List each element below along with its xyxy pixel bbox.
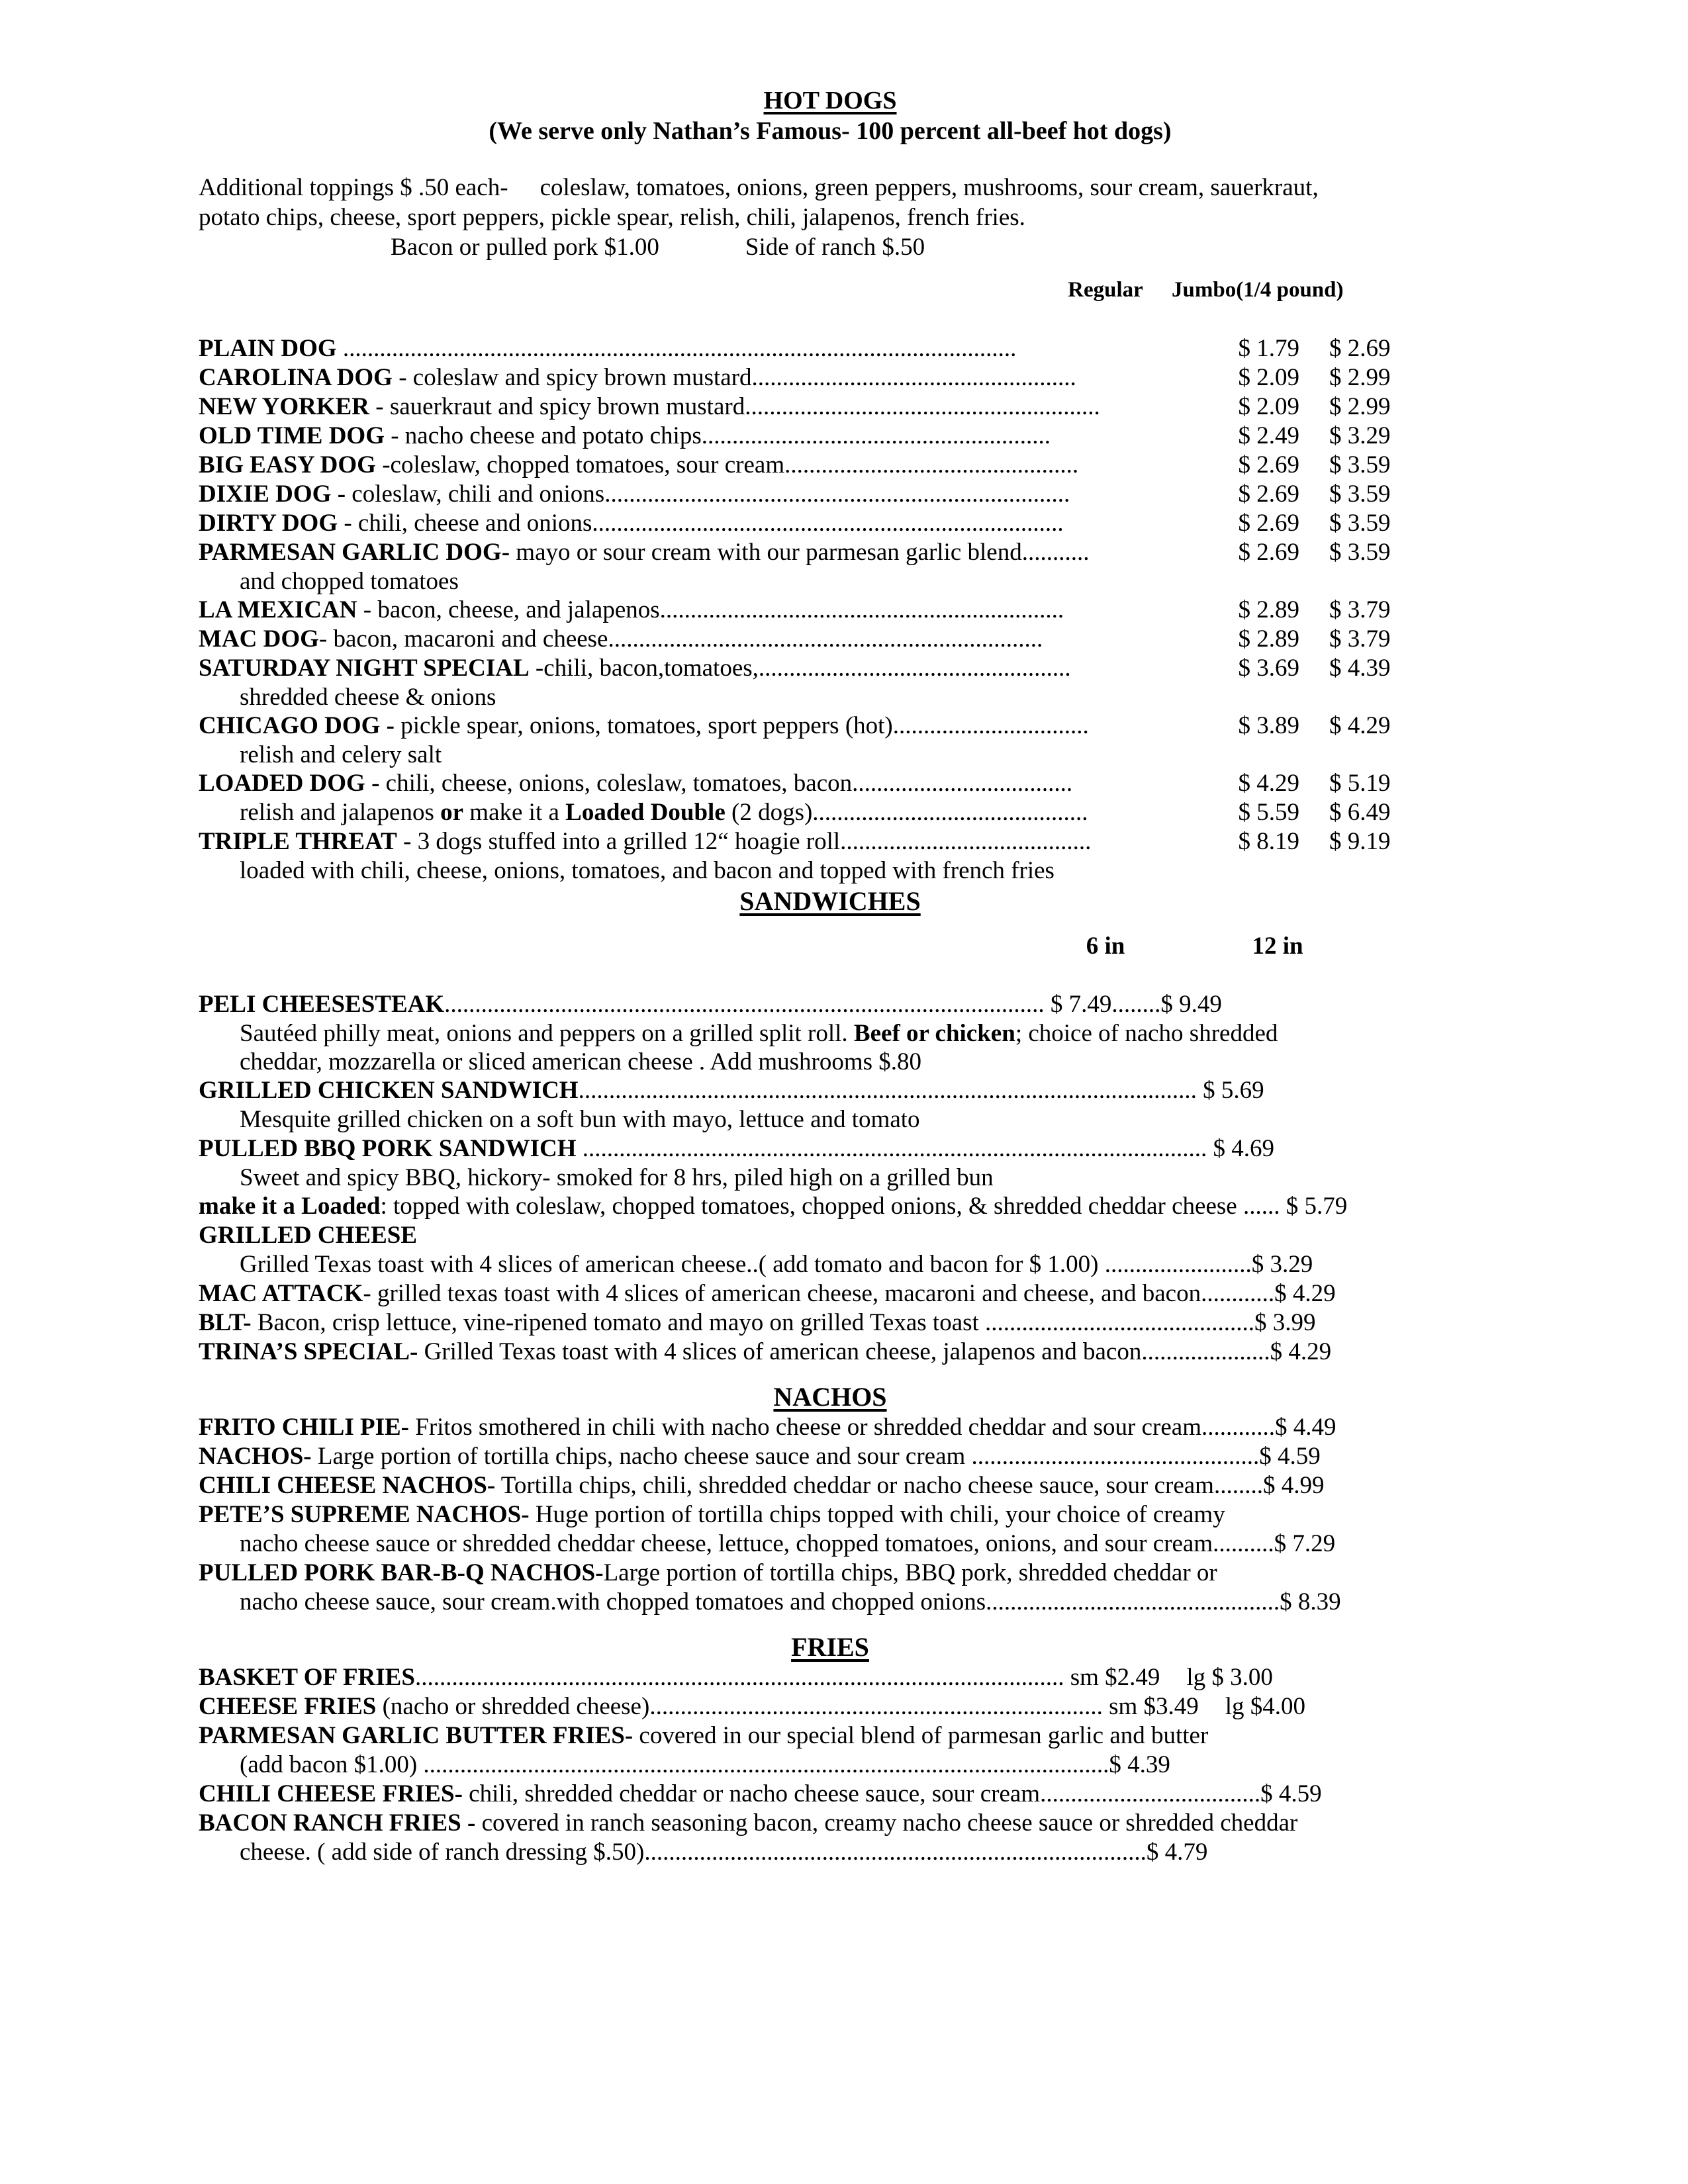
price-small: sm $3.49 [1102, 1692, 1199, 1720]
menu-item-description: - bacon, cheese, and jalapenos [357, 596, 660, 623]
menu-item-description: mayo or sour cream with our parmesan garlic blend [510, 538, 1022, 566]
menu-item-name: FRITO CHILI PIE- [199, 1413, 409, 1441]
price-jumbo: $ 4.39 [1329, 654, 1391, 682]
menu-item-name: PETE’S SUPREME NACHOS- [199, 1500, 530, 1528]
menu-item-text [199, 1221, 1462, 1250]
toppings-line-1 [199, 173, 1462, 203]
menu-item-row [199, 1809, 1462, 1838]
loaded-double-row [199, 798, 1462, 827]
price-regular: $ 2.89 [1238, 625, 1299, 653]
menu-item-text [199, 1721, 1462, 1750]
price-12in: $ 9.49 [1160, 990, 1222, 1018]
menu-item-text [240, 1250, 1462, 1279]
price: $ 4.49 [1274, 1413, 1336, 1441]
menu-item-description: Large portion of tortilla chips, BBQ pork, shredded cheddar or [603, 1559, 1217, 1586]
section-heading-fries-text: FRIES [791, 1631, 869, 1662]
menu-item-row [199, 1780, 1462, 1809]
menu-item-text [199, 1809, 1462, 1837]
leader-dots: ........................ [1098, 1250, 1252, 1278]
price-jumbo: $ 3.79 [1329, 625, 1391, 653]
menu-item-name: DIXIE DOG - [199, 480, 346, 508]
spacer [199, 263, 1462, 277]
menu-item-name: CHEESE FRIES [199, 1692, 377, 1720]
menu-item-row [199, 1663, 1462, 1692]
menu-item-description: - grilled texas toast with 4 slices of american cheese, macaroni and cheese, and bacon [363, 1279, 1201, 1307]
leader-dots: ................................................ [986, 1588, 1280, 1615]
menu-body [199, 86, 1462, 1867]
menu-item-row [199, 1413, 1462, 1442]
spacer [199, 308, 1462, 334]
leader-dots: .................................... [1040, 1780, 1261, 1807]
price-jumbo: $ 3.59 [1329, 538, 1391, 566]
leader-dots: .................................................................. [659, 596, 1064, 623]
price-regular: $ 2.69 [1238, 480, 1299, 508]
menu-item-row [199, 827, 1462, 856]
menu-item-text [199, 1338, 1462, 1366]
menu-item-name: SATURDAY NIGHT SPECIAL [199, 654, 530, 682]
leader-dots: ............................................................................. [592, 509, 1064, 537]
menu-item-text [199, 422, 1210, 450]
price: $ 4.39 [1109, 1751, 1170, 1778]
price-regular: $ 2.69 [1238, 509, 1299, 537]
menu-item-description: - nacho cheese and potato chips [384, 422, 702, 449]
price-jumbo: $ 2.99 [1329, 363, 1391, 391]
menu-item-continuation: and chopped tomatoes [240, 567, 459, 595]
make-it-loaded-label: make it a Loaded [199, 1192, 381, 1220]
menu-item-row [199, 625, 1462, 654]
price-large: lg $ 3.00 [1186, 1663, 1273, 1691]
fries-item-list [199, 1663, 1462, 1867]
menu-item-text [199, 480, 1210, 508]
leader-dots: ............................................................................ [604, 480, 1070, 508]
leader-dots: ..................................................... [751, 363, 1076, 391]
menu-item-name: LA MEXICAN [199, 596, 357, 623]
menu-item-text [199, 1692, 1462, 1721]
price-jumbo: $ 2.69 [1329, 334, 1391, 362]
menu-item-name: GRILLED CHEESE [199, 1221, 418, 1249]
price-regular: $ 8.19 [1238, 828, 1299, 856]
menu-item-text [199, 1192, 1462, 1220]
menu-item-description: covered in our special blend of parmesan garlic and butter [633, 1721, 1209, 1749]
menu-item-name: PELI CHEESESTEAK [199, 990, 445, 1018]
menu-item-name: TRIPLE THREAT [199, 828, 397, 856]
sandwich-item-list [199, 990, 1462, 1367]
menu-item-description: chili, shredded cheddar or nacho cheese sauce, sour cream [462, 1780, 1041, 1807]
leader-dots: ......................................... [840, 828, 1092, 856]
menu-item-text [199, 827, 1210, 856]
leader-dots: ........ [1111, 990, 1161, 1018]
menu-item-name: OLD TIME DOG [199, 422, 385, 449]
menu-item-continuation [199, 1588, 1462, 1617]
menu-item-text [199, 1559, 1462, 1587]
leader-dots: .................................................................................. [644, 1838, 1147, 1866]
leader-dots: ................................................ [784, 451, 1079, 478]
leader-dots: ............ [1201, 1279, 1275, 1307]
price: $ 4.99 [1262, 1471, 1325, 1499]
menu-item-name: PLAIN DOG [199, 334, 337, 362]
menu-item-text [199, 1500, 1462, 1529]
menu-item-description: Grilled Texas toast with 4 slices of american cheese..( add tomato and bacon for $ 1.00) [240, 1250, 1099, 1278]
menu-item-description: (nacho or shredded cheese) [376, 1692, 650, 1720]
price: $ 8.39 [1280, 1588, 1341, 1615]
price-regular: $ 2.89 [1238, 596, 1299, 623]
menu-item-row [199, 451, 1462, 480]
menu-item-text [240, 1838, 1462, 1866]
price: $ 3.29 [1251, 1250, 1313, 1278]
leader-dots: ........ [1213, 1471, 1263, 1499]
price-jumbo: $ 4.29 [1329, 712, 1391, 740]
menu-item-description: - bacon, macaroni and cheese [318, 625, 608, 653]
menu-item-name: CHICAGO DOG - [199, 712, 395, 740]
menu-item-text [199, 509, 1210, 537]
menu-item-row [199, 1076, 1462, 1105]
menu-item-text [199, 1413, 1462, 1441]
menu-item-name: MAC ATTACK [199, 1279, 363, 1307]
menu-item-text [199, 1279, 1462, 1308]
toppings-list-1: coleslaw, tomatoes, onions, green peppers, mushrooms, sour cream, sauerkraut, [539, 174, 1319, 202]
menu-item-description-continued: cheese. ( add side of ranch dressing $.50) [240, 1838, 645, 1866]
menu-item-text [199, 990, 1462, 1019]
menu-item-row [199, 1442, 1462, 1471]
menu-item-row [199, 1721, 1462, 1751]
menu-item-row [199, 422, 1462, 451]
menu-item-description-continued: nacho cheese sauce or shredded cheddar cheese, lettuce, chopped tomatoes, onions, and sour cream [240, 1529, 1213, 1557]
spacer [199, 146, 1462, 173]
leader-dots: .......... [1213, 1529, 1274, 1557]
menu-item-text [199, 1134, 1462, 1163]
menu-item-continuation: cheddar, mozzarella or sliced american cheese . Add mushrooms $.80 [240, 1048, 922, 1075]
menu-item-continuation: Mesquite grilled chicken on a soft bun with mayo, lettuce and tomato [240, 1106, 920, 1134]
price-jumbo: $ 3.59 [1329, 480, 1391, 508]
toppings-note [199, 173, 1462, 262]
menu-item-description: chili, cheese, onions, coleslaw, tomatoes, bacon [379, 770, 853, 797]
menu-item-text [199, 451, 1210, 479]
make-it-loaded-description: : topped with coleslaw, chopped tomatoes, chopped onions, & shredded cheddar cheese ...... [380, 1192, 1280, 1220]
menu-item-name: PULLED PORK BAR-B-Q NACHOS- [199, 1559, 604, 1586]
menu-item-continuation [199, 1529, 1462, 1559]
leader-dots: ...................................................................................................... [576, 1134, 1207, 1162]
menu-item-text [199, 1780, 1462, 1808]
menu-item-text [199, 1442, 1462, 1471]
menu-item-row [199, 769, 1462, 798]
menu-item-name: CHILI CHEESE FRIES- [199, 1780, 463, 1807]
menu-item-description: Tortilla chips, chili, shredded cheddar or nacho cheese sauce, sour cream [495, 1471, 1214, 1499]
menu-item-name: NEW YORKER [199, 392, 370, 420]
menu-item-text [199, 334, 1210, 363]
menu-item-text [199, 711, 1210, 740]
menu-item-description: Fritos smothered in chili with nacho cheese or shredded cheddar and sour cream [409, 1413, 1201, 1441]
menu-item-text [199, 769, 1210, 797]
price-jumbo: $ 3.59 [1329, 451, 1391, 478]
leader-dots: ......................................................... [701, 422, 1051, 449]
sandwich-column-headers [199, 932, 1462, 964]
column-header-12in: 12 in [1252, 932, 1303, 960]
hotdog-column-headers [199, 277, 1462, 308]
price-jumbo: $ 3.59 [1329, 509, 1391, 537]
menu-item-description: Large portion of tortilla chips, nacho cheese sauce and sour cream [311, 1442, 972, 1470]
price: $ 5.79 [1280, 1192, 1348, 1220]
menu-item-row [199, 363, 1462, 392]
bacon-pork-price: Bacon or pulled pork $1.00 [391, 234, 659, 261]
leader-dots: .......................................................................... [649, 1692, 1103, 1720]
leader-dots: ................................................................................................................ [423, 1751, 1109, 1778]
menu-item-continuation: shredded cheese & onions [240, 683, 496, 711]
menu-item-name: PULLED BBQ PORK SANDWICH [199, 1134, 577, 1162]
menu-item-description-continued: nacho cheese sauce, sour cream.with chopped tomatoes and chopped onions [240, 1588, 986, 1615]
price-large: lg $4.00 [1225, 1692, 1306, 1720]
menu-item-description-continued: (add bacon $1.00) [240, 1751, 424, 1778]
leader-dots: .......................................................... [745, 392, 1100, 420]
hotdog-item-list [199, 334, 1462, 886]
leader-dots: .............................................................................................................. [336, 334, 1017, 362]
section-heading-nachos-text: NACHOS [773, 1381, 887, 1412]
price-small: sm $2.49 [1064, 1663, 1160, 1691]
price-jumbo: $ 3.79 [1329, 596, 1391, 623]
spacer [199, 1617, 1462, 1631]
menu-item-text [199, 392, 1210, 421]
page-title-text: HOT DOGS [763, 87, 897, 114]
menu-item-continuation [199, 1751, 1462, 1780]
leader-dots: .................................................................................................. [444, 990, 1045, 1018]
menu-item-description: Huge portion of tortilla chips topped with chili, your choice of creamy [529, 1500, 1225, 1528]
menu-item-row [199, 711, 1462, 741]
leader-dots: ............................................... [971, 1442, 1260, 1470]
section-heading-fries [199, 1631, 1462, 1663]
menu-item-name: NACHOS- [199, 1442, 312, 1470]
menu-item-text [240, 1588, 1462, 1616]
page-subtitle: (We serve only Nathan’s Famous- 100 percent all-beef hot dogs) [489, 116, 1172, 145]
price-regular: $ 4.29 [1238, 770, 1299, 797]
menu-item-text [199, 654, 1210, 682]
menu-item-description: pickle spear, onions, tomatoes, sport peppers (hot) [395, 712, 893, 740]
price: $ 4.29 [1274, 1279, 1336, 1307]
menu-item-continuation: Sweet and spicy BBQ, hickory- smoked for 8 hrs, piled high on a grilled bun [240, 1163, 994, 1191]
loaded-double-name: Loaded Double [565, 799, 726, 827]
price: $ 4.59 [1259, 1442, 1321, 1470]
ranch-side-price: Side of ranch $.50 [745, 234, 925, 261]
menu-item-continuation: relish and celery salt [240, 741, 442, 769]
toppings-line-2: potato chips, cheese, sport peppers, pickle spear, relish, chili, jalapenos, french fries. [199, 204, 1025, 232]
menu-item-row [199, 1134, 1462, 1163]
price: $ 3.99 [1254, 1308, 1316, 1336]
loaded-double-or: or [440, 799, 464, 827]
menu-item-row [199, 1308, 1462, 1338]
price-regular: $ 1.79 [1238, 334, 1299, 362]
leader-dots: ............................................ [985, 1308, 1255, 1336]
menu-item-text [199, 1308, 1462, 1337]
price: $ 4.69 [1207, 1134, 1274, 1162]
leader-dots: ............ [1201, 1413, 1275, 1441]
menu-item-description: -coleslaw, chopped tomatoes, sour cream [375, 451, 785, 478]
menu-item-description: - coleslaw and spicy brown mustard [392, 363, 752, 391]
menu-item-description: covered in ranch seasoning bacon, creamy nacho cheese sauce or shredded cheddar [475, 1809, 1298, 1837]
extras-line [199, 232, 1462, 262]
menu-item-row [199, 392, 1462, 422]
price-jumbo: $ 3.29 [1329, 422, 1391, 449]
menu-item-continuation: loaded with chili, cheese, onions, tomatoes, and bacon and topped with french fries [240, 857, 1055, 885]
price-regular: $ 2.69 [1238, 451, 1299, 478]
price-regular: $ 2.49 [1238, 422, 1299, 449]
column-header-6in: 6 in [1086, 932, 1125, 960]
leader-dots: ..................................................................................................... [578, 1077, 1197, 1105]
leader-dots: ................................................... [758, 654, 1071, 682]
menu-item-continuation: Sautéed philly meat, onions and peppers on a grilled split roll. Beef or chicken; choice of nacho shredded [240, 1019, 1278, 1047]
price: $ 4.79 [1146, 1838, 1208, 1866]
leader-dots: ........... [1021, 538, 1090, 566]
price-jumbo: $ 2.99 [1329, 392, 1391, 420]
menu-item-name: DIRTY DOG [199, 509, 338, 537]
loaded-double-text: relish and jalapenos or make it a Loaded Double (2 dogs)............................................. [240, 799, 1088, 827]
menu-item-description: - 3 dogs stuffed into a grilled 12“ hoagie roll [397, 828, 841, 856]
menu-item-row [199, 334, 1462, 363]
menu-item-row [199, 654, 1462, 683]
menu-item-description: - chili, cheese and onions [338, 509, 592, 537]
menu-item-name: TRINA’S SPECIAL- [199, 1338, 418, 1365]
price-jumbo: $ 9.19 [1329, 828, 1391, 856]
menu-item-description: coleslaw, chili and onions [346, 480, 605, 508]
make-it-loaded-row [199, 1192, 1462, 1221]
leader-dots: .......................................................................................................... [414, 1663, 1064, 1691]
price: $ 7.29 [1274, 1529, 1336, 1557]
page-title [199, 86, 1462, 116]
menu-item-row [199, 509, 1462, 538]
menu-item-row [199, 1471, 1462, 1500]
column-header-regular: Regular [1068, 277, 1143, 302]
menu-item-row [199, 1338, 1462, 1367]
price-regular: $ 3.69 [1238, 654, 1299, 682]
menu-item-name: BACON RANCH FRIES - [199, 1809, 476, 1837]
menu-item-name: CHILI CHEESE NACHOS- [199, 1471, 496, 1499]
price-jumbo: $ 6.49 [1329, 799, 1391, 827]
price-regular: $ 2.09 [1238, 392, 1299, 420]
menu-item-row [199, 1692, 1462, 1721]
menu-item-text [199, 538, 1210, 567]
section-heading-sandwiches [199, 886, 1462, 917]
menu-item-row [199, 1221, 1462, 1250]
price: $ 5.69 [1196, 1077, 1264, 1105]
menu-item-row [199, 1500, 1462, 1529]
spacer [199, 964, 1462, 990]
menu-item-row [199, 1559, 1462, 1588]
price-regular: $ 5.59 [1238, 799, 1299, 827]
menu-item-row [199, 538, 1462, 567]
menu-item-name: GRILLED CHICKEN SANDWICH [199, 1077, 579, 1105]
price-regular: $ 3.89 [1238, 712, 1299, 740]
menu-item-description: Grilled Texas toast with 4 slices of american cheese, jalapenos and bacon [418, 1338, 1142, 1365]
menu-item-name: MAC DOG [199, 625, 319, 653]
leader-dots: ..................... [1141, 1338, 1270, 1365]
leader-dots: ............................................. [812, 799, 1088, 827]
menu-item-name: BASKET OF FRIES [199, 1663, 415, 1691]
menu-item-row [199, 990, 1462, 1019]
menu-item-description: -chili, bacon,tomatoes, [529, 654, 759, 682]
menu-item-text [199, 1471, 1462, 1500]
section-heading-sandwiches-text: SANDWICHES [739, 886, 921, 916]
menu-item-description: - sauerkraut and spicy brown mustard [369, 392, 745, 420]
menu-item-name: BIG EASY DOG [199, 451, 376, 478]
menu-item-name: LOADED DOG - [199, 770, 380, 797]
leader-dots: ....................................................................... [608, 625, 1043, 653]
menu-item-text [199, 1076, 1462, 1105]
menu-item-text [199, 1663, 1462, 1692]
price: $ 4.29 [1270, 1338, 1332, 1365]
price: $ 4.59 [1260, 1780, 1322, 1807]
menu-item-text [199, 625, 1210, 653]
menu-item-name: CAROLINA DOG [199, 363, 393, 391]
menu-item-row [199, 1279, 1462, 1308]
menu-item-text [240, 1751, 1462, 1779]
section-heading-nachos [199, 1381, 1462, 1413]
menu-item-continuation [199, 1250, 1462, 1279]
menu-item-row [199, 480, 1462, 509]
menu-item-name: PARMESAN GARLIC DOG- [199, 538, 510, 566]
price-6in: $ 7.49 [1044, 990, 1112, 1018]
menu-item-text [199, 596, 1210, 624]
menu-item-name: BLT- [199, 1308, 252, 1336]
price-regular: $ 2.69 [1238, 538, 1299, 566]
spacer [199, 917, 1462, 932]
leader-dots: ................................ [892, 712, 1089, 740]
nacho-item-list [199, 1413, 1462, 1617]
spacer [199, 1367, 1462, 1381]
price-regular: $ 2.09 [1238, 363, 1299, 391]
price-jumbo: $ 5.19 [1329, 770, 1391, 797]
menu-item-name: PARMESAN GARLIC BUTTER FRIES- [199, 1721, 633, 1749]
leader-dots: .................................... [852, 770, 1073, 797]
menu-item-text [199, 363, 1210, 392]
menu-item-continuation [199, 1838, 1462, 1867]
menu-item-description: Bacon, crisp lettuce, vine-ripened tomato and mayo on grilled Texas toast [251, 1308, 986, 1336]
column-header-jumbo: Jumbo(1/4 pound) [1172, 277, 1344, 302]
menu-item-row [199, 596, 1462, 625]
menu-item-text [240, 1529, 1462, 1558]
toppings-price-label: Additional toppings $ .50 each- [199, 174, 508, 202]
